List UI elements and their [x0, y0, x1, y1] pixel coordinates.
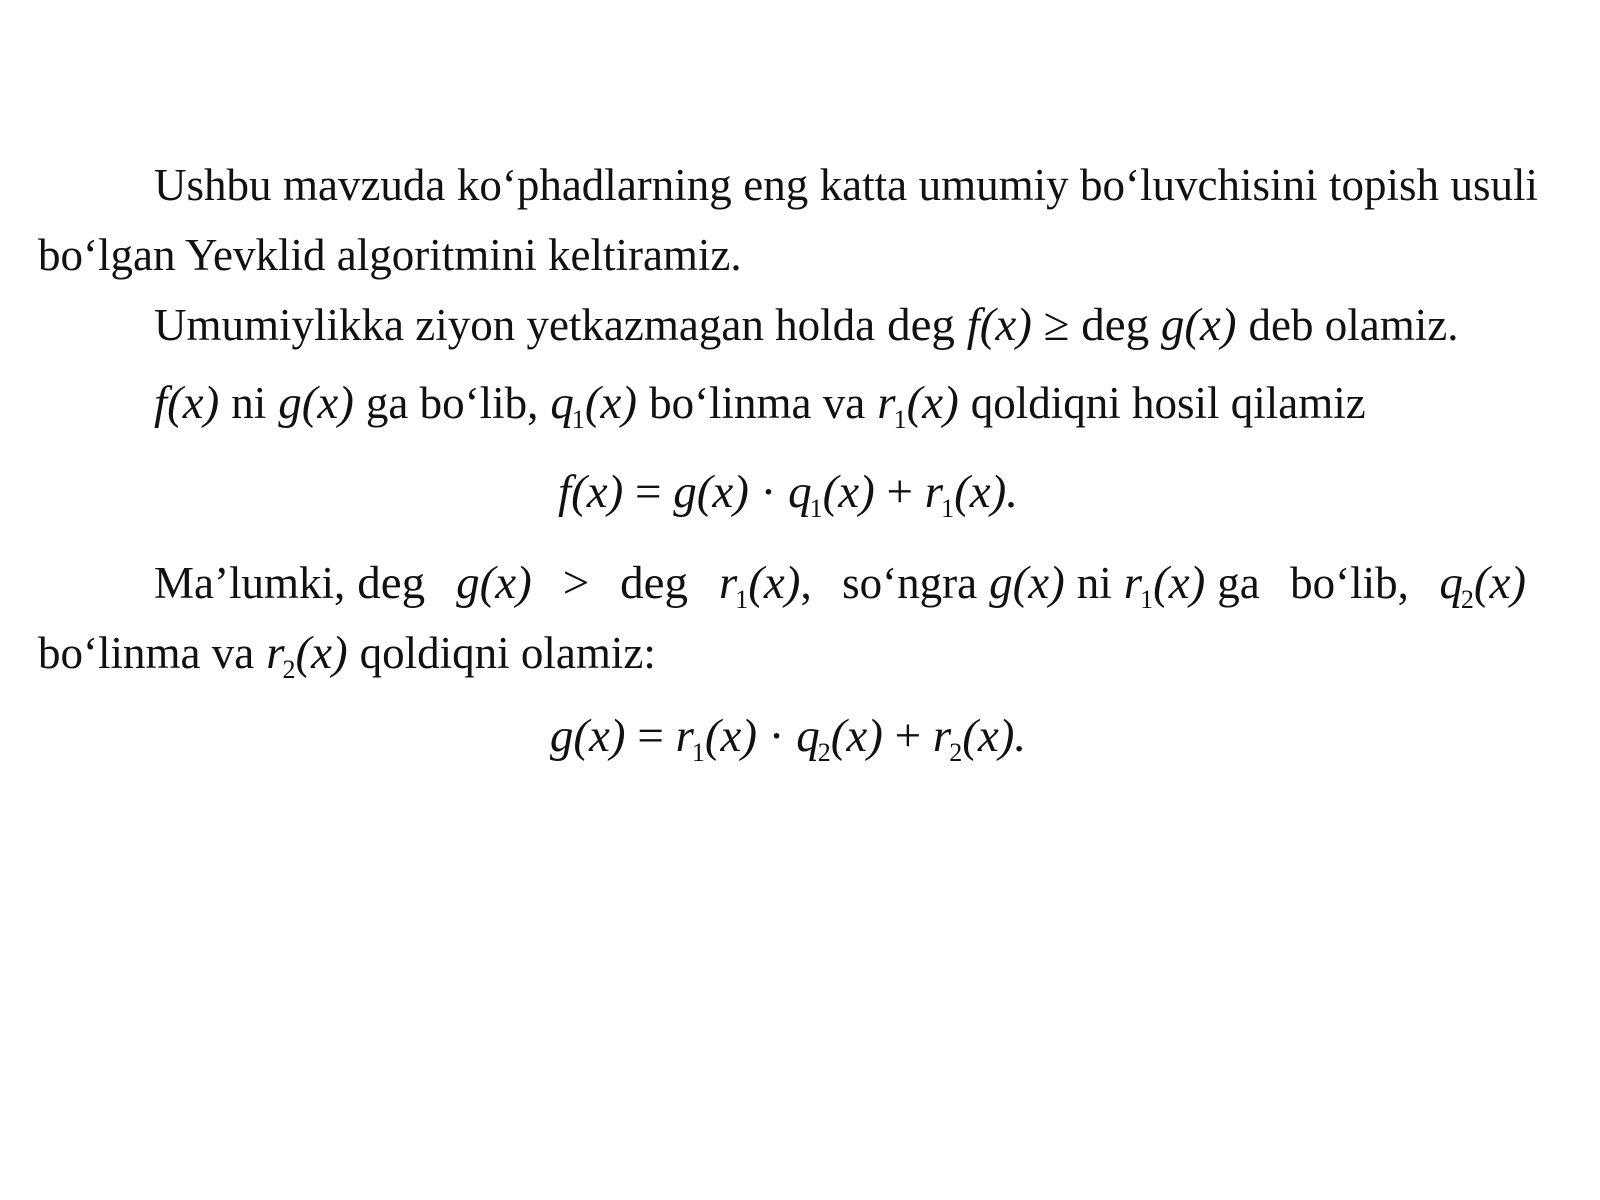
- degree-comparison: [357, 557, 801, 614]
- math-geq: ≥: [1043, 299, 1070, 351]
- math-gx: [989, 557, 1065, 609]
- math-g: g: [456, 557, 480, 609]
- math-g: g: [673, 466, 697, 518]
- document-page: [38, 150, 1538, 784]
- math-r: r: [924, 466, 944, 518]
- math-arg: (x): [1153, 557, 1206, 609]
- equation-1: [38, 444, 1538, 540]
- subscript: 1: [571, 405, 585, 434]
- math-r2x: [266, 627, 348, 684]
- math-gt: >: [562, 557, 590, 609]
- math-arg: (x): [822, 466, 875, 518]
- math-equals: =: [634, 466, 662, 518]
- math-arg: (x): [584, 377, 638, 429]
- subscript: 2: [1460, 585, 1474, 614]
- math-r: r: [1123, 557, 1143, 609]
- division-text-2: bo‘linma va: [649, 378, 866, 428]
- paragraph-intro: [38, 150, 1538, 290]
- division-text-1: ga bo‘lib,: [365, 378, 539, 428]
- division2-text-2: ga bo‘lib,: [1217, 558, 1409, 608]
- math-arg: (x).: [962, 710, 1027, 762]
- math-q1x: [550, 377, 638, 434]
- math-arg: (x): [295, 627, 348, 679]
- math-arg: (x).: [954, 466, 1018, 518]
- math-r: r: [266, 627, 285, 679]
- math-f: f: [154, 377, 168, 429]
- math-gx: [278, 377, 354, 429]
- math-arg: (x): [571, 466, 624, 518]
- math-plus: +: [894, 710, 922, 762]
- paragraph-intro-text: Ushbu mavzuda ko‘phadlarning eng katta umumiy bo‘luvchisini topish usuli bo‘lgan Yevklid algoritmini keltiramiz.: [38, 160, 1538, 280]
- math-equals: =: [637, 710, 664, 762]
- math-r: r: [675, 710, 694, 762]
- word-ni: ni: [231, 378, 267, 428]
- subscript: 2: [949, 738, 963, 767]
- math-f: f: [558, 466, 572, 518]
- math-g: g: [549, 710, 574, 762]
- subscript: 2: [282, 655, 296, 684]
- math-r1x: [877, 377, 959, 434]
- math-q: q: [550, 377, 574, 429]
- math-arg: (x): [906, 377, 959, 429]
- division-text-3: qoldiqni hosil qilamiz: [970, 378, 1366, 428]
- math-arg: (x): [479, 557, 532, 609]
- math-q: q: [788, 466, 812, 518]
- math-r1x: [1123, 557, 1206, 614]
- division2-text-4: qoldiqni olamiz:: [359, 628, 656, 678]
- paragraph-assumption: [38, 290, 1538, 360]
- math-arg: (x): [696, 466, 749, 518]
- math-q2x: [1439, 557, 1527, 614]
- assumption-tail: deb olamiz.: [1248, 300, 1459, 350]
- subscript: 2: [817, 738, 831, 767]
- math-r: r: [877, 377, 896, 429]
- deg-operator: deg: [887, 299, 955, 351]
- assumption-text: Umumiylikka ziyon yetkazmagan holda: [154, 300, 876, 350]
- math-r: r: [932, 710, 952, 762]
- subscript: 1: [735, 585, 749, 614]
- equation-2: [38, 688, 1538, 784]
- math-arg: (x): [167, 377, 220, 429]
- subscript: 1: [893, 405, 907, 434]
- math-arg: (x): [1184, 299, 1237, 351]
- subscript: 1: [809, 494, 823, 523]
- math-arg: (x): [979, 299, 1032, 351]
- math-arg: (x): [830, 710, 883, 762]
- math-arg: (x): [573, 710, 626, 762]
- math-q: q: [1439, 557, 1463, 609]
- math-arg: (x): [1012, 557, 1065, 609]
- word-malumki: Ma’lumki,: [154, 558, 346, 608]
- degree-inequality: [887, 299, 1236, 351]
- math-r: r: [718, 557, 738, 609]
- math-plus: +: [886, 466, 914, 518]
- math-arg: (x): [301, 377, 354, 429]
- math-f: f: [966, 299, 980, 351]
- subscript: 1: [1140, 585, 1154, 614]
- deg-operator: deg: [1081, 299, 1150, 351]
- subscript: 1: [691, 738, 705, 767]
- division2-text-3: bo‘linma va: [38, 628, 255, 678]
- deg-operator: deg: [357, 557, 426, 609]
- math-q: q: [796, 710, 820, 762]
- division2-text-1: , so‘ngra: [800, 558, 978, 608]
- word-ni: ni: [1076, 558, 1112, 608]
- math-arg: (x): [704, 710, 758, 762]
- math-g: g: [989, 557, 1013, 609]
- math-arg: (x): [748, 557, 801, 609]
- paragraph-division-1: [38, 368, 1538, 438]
- deg-operator: deg: [620, 557, 689, 609]
- subscript: 1: [941, 494, 955, 523]
- math-fx: [154, 377, 219, 429]
- math-g: g: [278, 377, 302, 429]
- paragraph-division-2: [38, 548, 1538, 688]
- math-dot: ·: [768, 710, 785, 762]
- math-g: g: [1160, 299, 1185, 351]
- math-dot: ·: [760, 466, 777, 518]
- math-arg: (x): [1473, 557, 1527, 609]
